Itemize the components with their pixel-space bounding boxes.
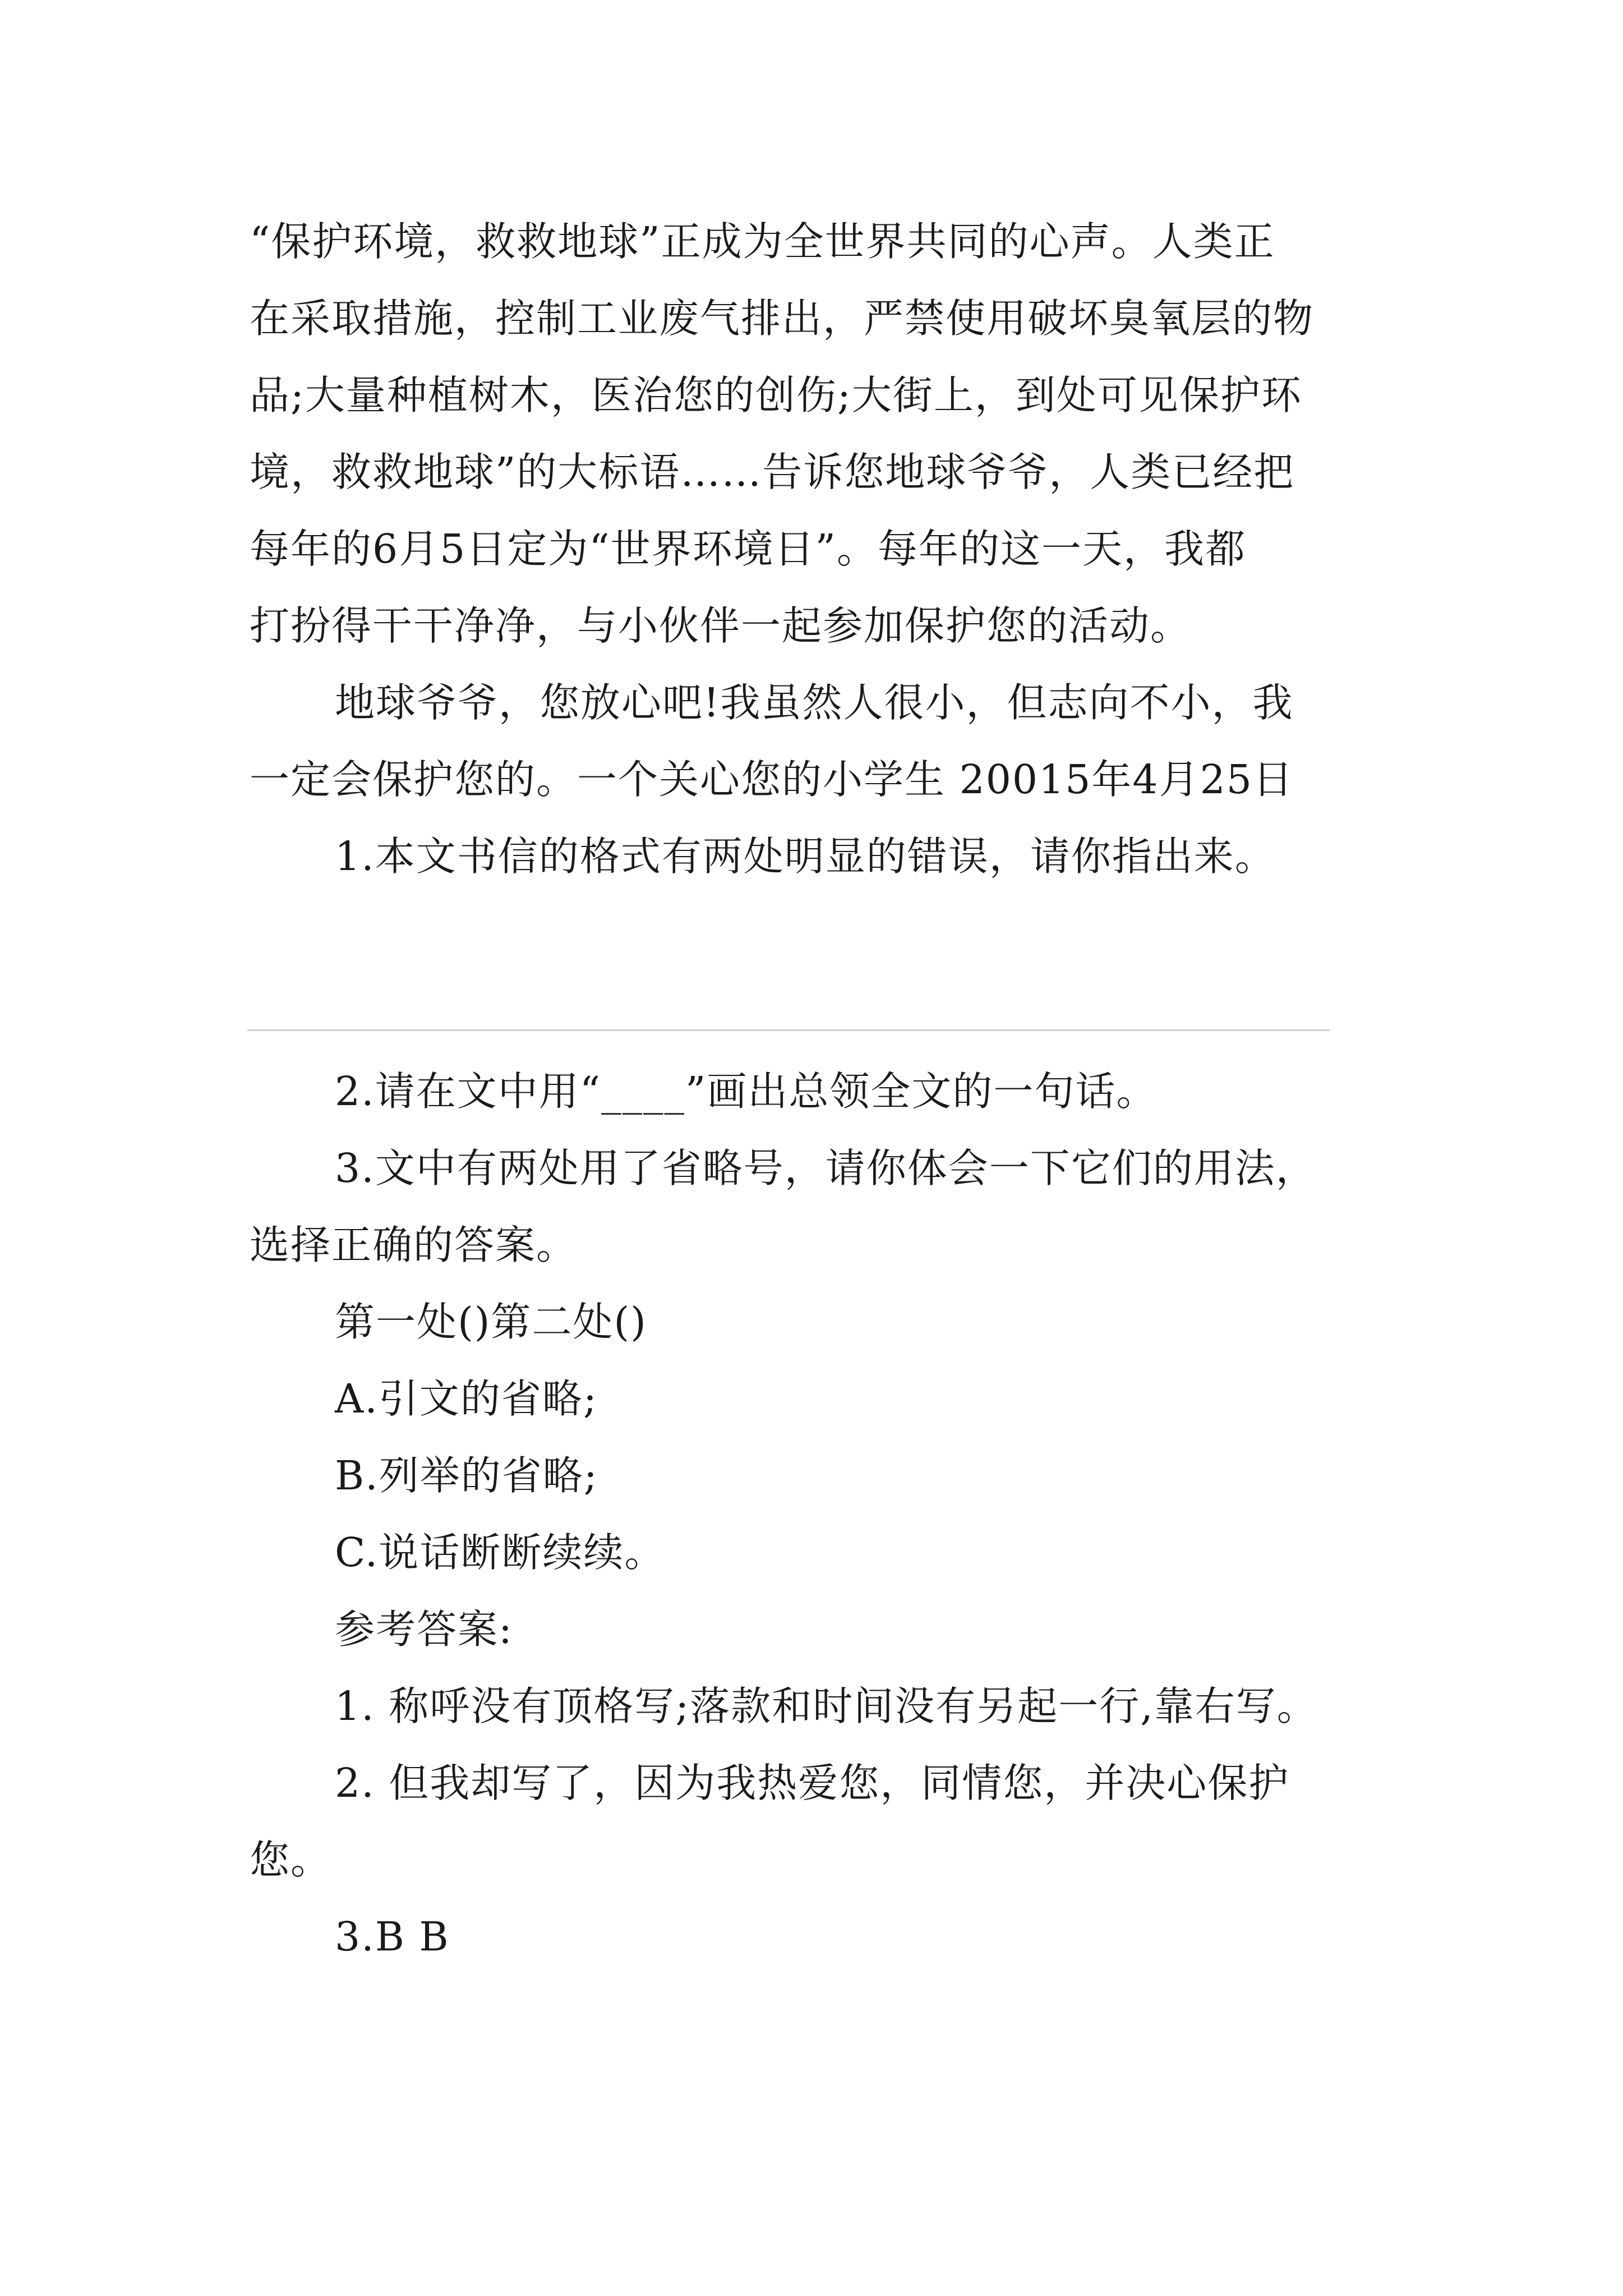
passage-line: 境，救救地球”的大标语……告诉您地球爷爷，人类已经把 [250,449,1295,495]
answer-1: 1. 称呼没有顶格写;落款和时间没有另起一行,靠右写。 [335,1683,1318,1729]
question-3-blanks: 第一处()第二处() [335,1299,647,1345]
answers-heading: 参考答案: [335,1606,513,1653]
passage-line: 在采取措施，控制工业废气排出，严禁使用破坏臭氧层的物 [250,295,1315,342]
passage-line: “保护环境，救救地球”正成为全世界共同的心声。人类正 [250,218,1275,265]
question-1: 1.本文书信的格式有两处明显的错误，请你指出来。 [335,833,1276,880]
option-c: C.说话断断续续。 [335,1529,666,1576]
answer-2-continued: 您。 [250,1837,332,1883]
passage-line: 品;大量种植树木，医治您的创伤;大街上，到处可见保护环 [250,372,1302,418]
answer-line [247,1029,1330,1031]
question-3: 3.文中有两处用了省略号，请你体会一下它们的用法， [335,1145,1317,1191]
answer-2: 2. 但我却写了，因为我热爱您，同情您，并决心保护 [335,1760,1290,1806]
question-2: 2.请在文中用“____”画出总领全文的一句话。 [335,1068,1158,1115]
option-b: B.列举的省略; [335,1452,598,1499]
answer-3: 3.B B [335,1913,450,1960]
passage-line: 每年的6月5日定为“世界环境日”。每年的这一天，我都 [250,526,1246,572]
passage-line: 一定会保护您的。一个关心您的小学生 20015年4月25日 [250,756,1294,803]
option-a: A.引文的省略; [335,1375,598,1422]
passage-line: 地球爷爷，您放心吧!我虽然人很小，但志向不小，我 [335,679,1294,726]
question-3-continued: 选择正确的答案。 [250,1222,578,1268]
passage-line: 打扮得干干净净，与小伙伴一起参加保护您的活动。 [250,602,1192,649]
